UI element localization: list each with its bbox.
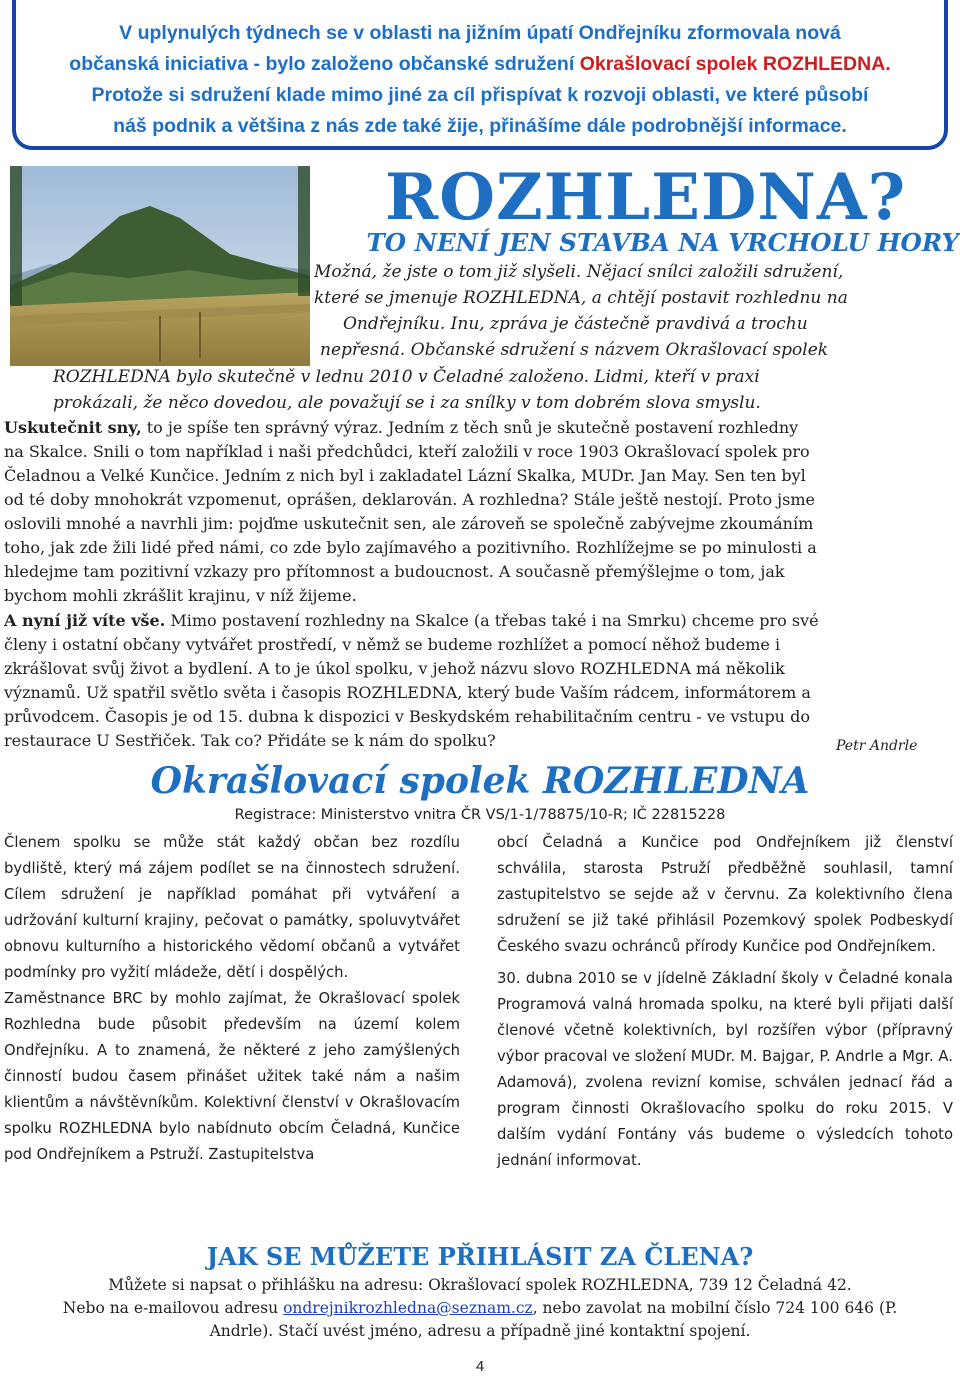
lead-line: které se jmenuje ROZHLEDNA, a chtějí postavit rozhlednu na bbox=[314, 288, 848, 308]
lead-line: Možná, že jste o tom již slyšeli. Nějací snílci založili sdružení, bbox=[314, 262, 844, 282]
body-line: restaurace U Sestřiček. Tak co? Přidáte se k nám do spolku? bbox=[4, 731, 496, 750]
lead-line: Ondřejníku. Inu, zpráva je částečně pravdivá a trochu bbox=[343, 314, 808, 334]
body-line: členy i ostatní občany vytvářet prostředí, v němž se budeme rozhlížet a pomocí něhož budeme i bbox=[4, 635, 781, 654]
body-line: od té doby mnohokrát vzpomenut, oprášen, deklarován. A rozhledna? Stále ještě nestojí. Proto jsme bbox=[4, 490, 815, 509]
intro-box bbox=[12, 0, 948, 150]
intro-line-text: občanská iniciativa - bylo založeno občanské sdružení bbox=[69, 53, 580, 75]
body-line bbox=[4, 611, 819, 630]
join-text: Nebo na e-mailovou adresu bbox=[62, 1299, 284, 1317]
body-line: hledejme tam pozitivní vzkazy pro přítomnost a budoucnost. A současně přemýšlejme o tom, jak bbox=[4, 562, 785, 581]
body-line: průvodcem. Časopis je od 15. dubna k dispozici v Beskydském rehabilitačním centru - ve vstupu do bbox=[4, 707, 810, 726]
column-paragraph: Členem spolku se může stát každý občan bez rozdílu bydliště, který má zájem podílet se na činnostech sdružení. Cílem sdružení je například pomáhat při vytváření a udržování kulturní krajiny, pečovat o památky, spoluvytvářet obnovu kulturního a historického vědomí občanů a vytvářet podmínky pro vyžití mládeže, dětí i dospělých. bbox=[4, 834, 460, 981]
intro-highlight: Okrašlovací spolek ROZHLEDNA. bbox=[579, 53, 891, 75]
intro-line: V uplynulých týdnech se v oblasti na jižním úpatí Ondřejníku zformovala nová bbox=[119, 22, 841, 44]
intro-line: náš podnik a většina z nás zde také žije, přinášíme dále podrobnější informace. bbox=[113, 115, 847, 137]
body-line: toho, jak zde žili lidé před námi, co zde bylo zajímavého a pozitivního. Rozhlížejme se po minulosti a bbox=[4, 538, 817, 557]
lead-line: nepřesná. Občanské sdružení s názvem Okrašlovací spolek bbox=[320, 340, 829, 360]
join-line: Můžete si napsat o přihlášku na adresu: Okrašlovací spolek ROZHLEDNA, 739 12 Čeladná 42. bbox=[108, 1276, 852, 1294]
join-text: , nebo zavolat na mobilní číslo 724 100 646 (P. bbox=[532, 1299, 898, 1317]
lead-in-bold: Uskutečnit sny, bbox=[4, 418, 142, 437]
join-heading: JAK SE MŮŽETE PŘIHLÁSIT ZA ČLENA? bbox=[206, 1242, 754, 1271]
body-line: Čeladnou a Velké Kunčice. Jedním z nich byl i zakladatel Lázní Skalka, MUDr. Jan May. Sen ten byl bbox=[4, 466, 806, 485]
page-number: 4 bbox=[475, 1358, 485, 1375]
body-line: na Skalce. Snili o tom například i naši předchůdci, kteří založili v roce 1903 Okrašlovací spolek pro bbox=[4, 442, 810, 461]
article-title: ROZHLEDNA? bbox=[385, 160, 907, 235]
email-link[interactable]: ondrejnikrozhledna@seznam.cz bbox=[283, 1299, 533, 1317]
body-line: zkrášlovat svůj život a bydlení. A to je úkol spolku, v jehož názvu slovo ROZHLEDNA má několik bbox=[4, 659, 785, 678]
mountain-photo bbox=[10, 166, 310, 366]
author-signature: Petr Andrle bbox=[836, 738, 918, 754]
left-column bbox=[4, 830, 460, 1168]
intro-line bbox=[36, 49, 924, 80]
right-column bbox=[497, 830, 953, 1174]
article-subtitle: TO NENÍ JEN STAVBA NA VRCHOLU HORY bbox=[366, 228, 959, 257]
join-line bbox=[0, 1297, 960, 1319]
mountain-landscape-image bbox=[10, 166, 310, 366]
body-line: významů. Už spatřil světlo světa i časopis ROZHLEDNA, který bude Vaším rádcem, informátorem a bbox=[4, 683, 811, 702]
column-paragraph: 30. dubna 2010 se v jídelně Základní školy v Čeladné konala Programová valná hromada spolku, na které byli přijati další členové včetně kolektivních, byl rozšířen výbor (přípravný výbor pracoval ve složení MUDr. M. Bajgar, P. Andrle a Mgr. A. Adamová), zvolena revizní komise, schválen jednací řád a program činnosti Okrašlovacího spolku do roku 2015. V dalším vydání Fontány vás budeme o výsledcích tohoto jednání informovat. bbox=[497, 970, 953, 1169]
association-title: Okrašlovací spolek ROZHLEDNA bbox=[150, 760, 810, 802]
registration-info: Registrace: Ministerstvo vnitra ČR VS/1-1/78875/10-R; IČ 22815228 bbox=[234, 807, 726, 823]
body-text: to je spíše ten správný výraz. Jedním z těch snů je skutečně postavení rozhledny bbox=[141, 418, 799, 437]
lead-line: ROZHLEDNA bylo skutečně v lednu 2010 v Čeladné založeno. Lidmi, kteří v praxi bbox=[53, 367, 760, 387]
intro-line: Protože si sdružení klade mimo jiné za cíl přispívat k rozvoji oblasti, ve které působí bbox=[91, 84, 869, 106]
body-line: oslovili mnohé a navrhli jim: pojďme uskutečnit sen, ale zároveň se společně zabývejme zkoumáním bbox=[4, 514, 814, 533]
column-paragraph: Zaměstnance BRC by mohlo zajímat, že Okrašlovací spolek Rozhledna bude působit především na území kolem Ondřejníku. A to znamená, že některé z jeho zamýšlených činností budou časem přinášet užitek také nám a našim klientům a návštěvníkům. Kolektivní členství v Okrašlovacím spolku ROZHLEDNA bylo nabídnuto obcím Čeladná, Kunčice pod Ondřejníkem a Pstruží. Zastupitelstva bbox=[4, 990, 460, 1163]
body-line: bychom mohli zkrášlit krajinu, v níž žijeme. bbox=[4, 586, 357, 605]
body-line bbox=[4, 418, 798, 437]
column-paragraph: obcí Čeladná a Kunčice pod Ondřejníkem již členství schválila, starosta Pstruží předběžně souhlasil, tamní zastupitelstvo se sejde až v červnu. Za kolektivního člena sdružení se již také přihlásil Pozemkový spolek Podbeskydí Českého svazu ochránců přírody Kunčice pod Ondřejníkem. bbox=[497, 834, 953, 955]
join-line: Andrle). Stačí uvést jméno, adresu a případně jiné kontaktní spojení. bbox=[209, 1322, 751, 1340]
lead-in-bold: A nyní již víte vše. bbox=[4, 611, 166, 630]
body-text: Mimo postavení rozhledny na Skalce (a třebas také i na Smrku) chceme pro své bbox=[165, 611, 819, 630]
lead-line: prokázali, že něco dovedou, ale považují se i za snílky v tom dobrém slova smyslu. bbox=[53, 393, 761, 413]
